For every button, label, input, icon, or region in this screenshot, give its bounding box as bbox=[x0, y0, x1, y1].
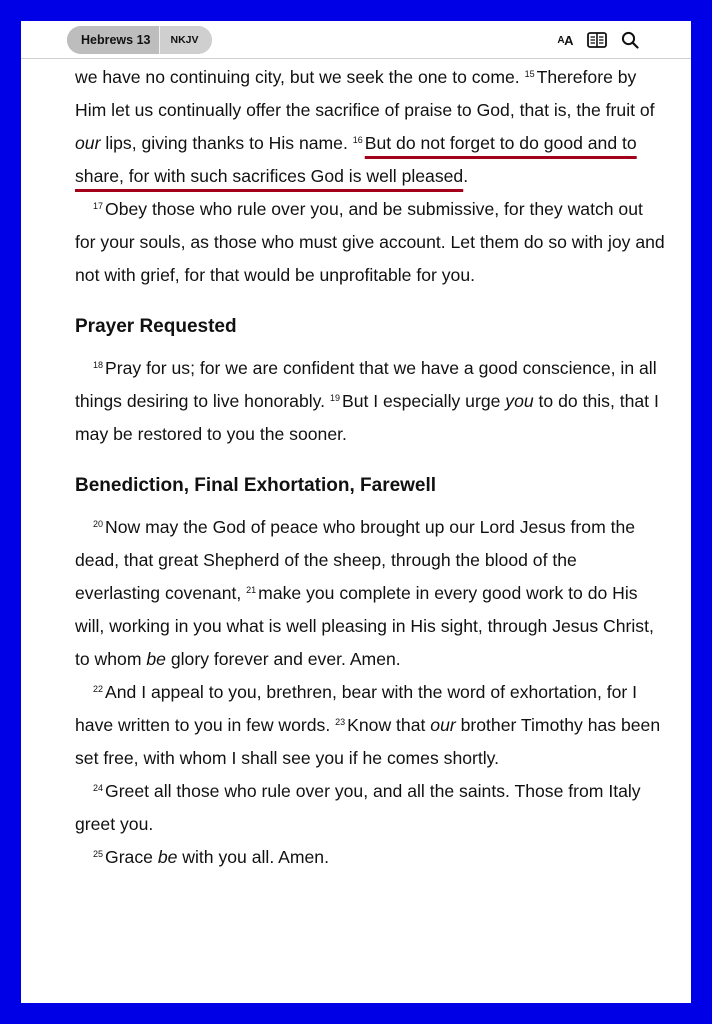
verse-text: . bbox=[463, 166, 469, 186]
chapter-text bbox=[75, 61, 665, 874]
verse-number: 19 bbox=[329, 393, 340, 403]
verse-number: 24 bbox=[93, 783, 104, 793]
verse-text: to do this, that I may be restored to you the sooner. bbox=[75, 391, 659, 444]
paragraph-v17 bbox=[75, 193, 665, 292]
paragraph-v25 bbox=[75, 841, 665, 874]
section-heading-benediction: Benediction, Final Exhortation, Farewell bbox=[75, 475, 437, 496]
section-heading-prayer: Prayer Requested bbox=[75, 316, 237, 337]
book-chapter-button[interactable]: Hebrews 13 bbox=[67, 26, 159, 54]
verse-number: 25 bbox=[93, 849, 104, 859]
italic-word: you bbox=[505, 391, 534, 411]
verse-number: 21 bbox=[246, 585, 257, 595]
search-icon[interactable] bbox=[621, 30, 639, 50]
verse-text: glory forever and ever. Amen. bbox=[165, 649, 401, 669]
verse-number: 18 bbox=[93, 360, 104, 370]
passage-selector[interactable] bbox=[67, 26, 212, 54]
verse-number: 23 bbox=[335, 717, 346, 727]
verse-text: And I appeal to you, brethren, bear with the word of exhortation, for I have written to you in few words. bbox=[75, 682, 638, 735]
italic-word: be bbox=[146, 649, 166, 669]
italic-word: our bbox=[430, 715, 456, 735]
text-size-icon[interactable]: A A bbox=[557, 32, 573, 48]
verse-number: 20 bbox=[93, 519, 104, 529]
verse-text: brother Timothy has been set free, with whom I shall see you if he comes shortly. bbox=[75, 715, 661, 768]
verse-text: with you all. Amen. bbox=[177, 847, 329, 867]
highlighted-verse[interactable]: But do not forget to do good and to share, for with such sacrifices God is well pleased bbox=[75, 133, 637, 186]
verse-text: But I especially urge bbox=[341, 391, 506, 411]
verse-text: Pray for us; for we are confident that we have a good conscience, in all things desiring to live honorably. bbox=[75, 358, 657, 411]
paragraph-v15-16 bbox=[75, 61, 665, 193]
top-toolbar bbox=[21, 21, 691, 59]
italic-word: be bbox=[157, 847, 178, 867]
verse-number: 17 bbox=[93, 201, 104, 211]
verse-number: 22 bbox=[93, 684, 104, 694]
verse-text: Therefore by Him let us continually offer the sacrifice of praise to God, that is, the fruit of bbox=[75, 67, 655, 120]
reader-icon[interactable] bbox=[587, 30, 607, 50]
verse-number: 15 bbox=[524, 69, 535, 79]
paragraph-v18-19 bbox=[75, 352, 665, 451]
verse-text: we have no continuing city, but we seek the one to come. bbox=[75, 67, 525, 87]
paragraph-v20-21 bbox=[75, 511, 665, 676]
italic-word: our bbox=[75, 133, 101, 153]
verse-text: Now may the God of peace who brought up our Lord Jesus from the dead, that great Shepherd of the sheep, through the blood of the everlasting covenant, bbox=[75, 517, 636, 603]
verse-number: 16 bbox=[352, 135, 363, 145]
toolbar-icons bbox=[557, 30, 639, 50]
version-button[interactable]: NKJV bbox=[160, 26, 211, 54]
reader-page bbox=[21, 21, 691, 1003]
verse-text: make you complete in every good work to do His will, working in you what is well pleasing in His sight, through Jesus Christ, to whom bbox=[75, 583, 654, 669]
paragraph-v24 bbox=[75, 775, 665, 841]
paragraph-v22-23 bbox=[75, 676, 665, 775]
verse-text: lips, giving thanks to His name. bbox=[100, 133, 353, 153]
verse-text: Know that bbox=[347, 715, 431, 735]
verse-text: Obey those who rule over you, and be submissive, for they watch out for your souls, as those who must give account. Let them do so with joy and not with grief, for that would be unprofitable for you. bbox=[75, 199, 665, 285]
verse-text: Greet all those who rule over you, and all the saints. Those from Italy greet you. bbox=[75, 781, 641, 834]
verse-text: Grace bbox=[105, 847, 158, 867]
